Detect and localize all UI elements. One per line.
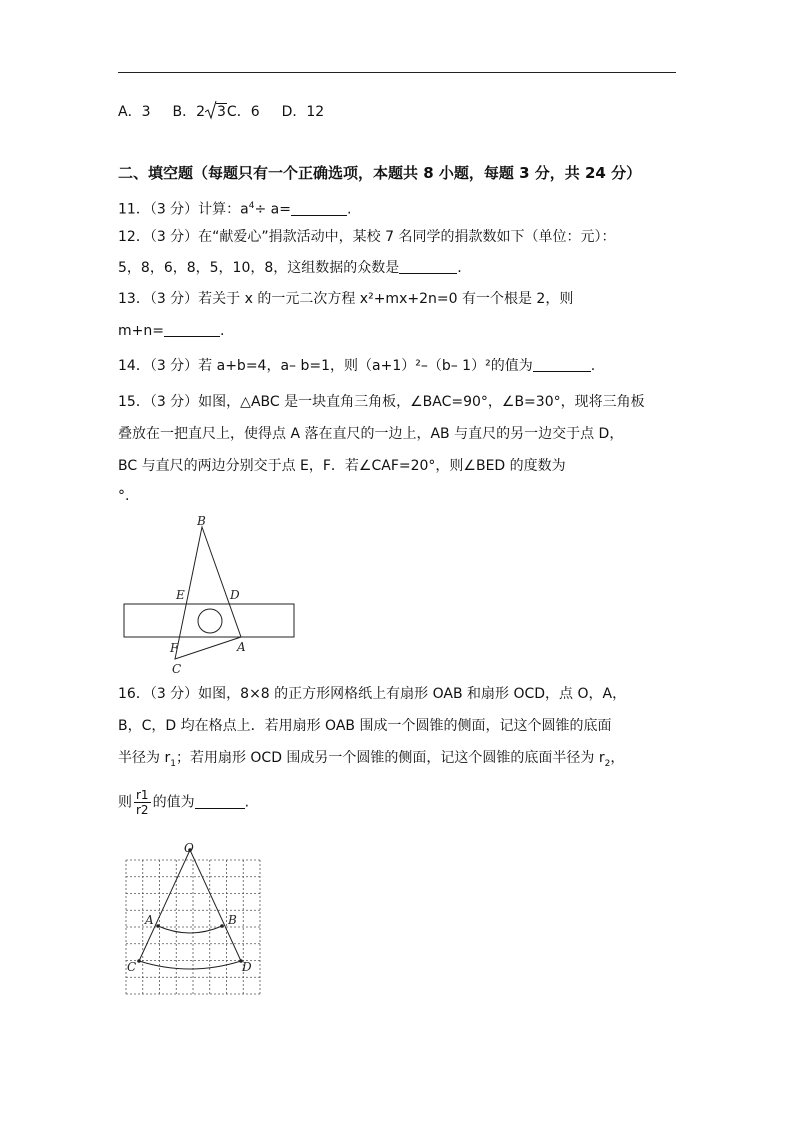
label-a: A (237, 640, 246, 654)
label-c: C (127, 960, 137, 974)
header-rule (118, 72, 676, 73)
figure-triangle-ruler (118, 510, 318, 680)
label-b: B (197, 514, 206, 528)
ruler-hole (198, 609, 222, 633)
question-12-line1: 12．（3 分）在“献爱心”捐款活动中，某校 7 名同学的捐款数如下（单位：元）： (118, 229, 616, 245)
q16-end: . (244, 794, 250, 811)
q16-line3-end: ， (610, 750, 625, 766)
q16-line3-mid: ；若用扇形 OCD 围成另一个圆锥的侧面，记这个圆锥的底面半径为 r (175, 750, 605, 766)
question-16-line4 (118, 788, 249, 817)
point-b (220, 924, 224, 928)
q14-end: . (590, 358, 596, 374)
q12-end: . (457, 260, 462, 276)
sqrt-symbol (205, 102, 227, 122)
point-a (156, 924, 160, 928)
label-o: O (184, 841, 194, 855)
question-13-line2 (118, 321, 224, 341)
option-b-radicand: 3 (217, 104, 226, 120)
q14-answer-blank[interactable] (533, 357, 591, 372)
label-a: A (145, 913, 154, 927)
question-15-line3: BC 与直尺的两边分别交于点 E，F．若∠CAF=20°，则∠BED 的度数为 (118, 458, 566, 474)
q16-line4-post: 的值为 (152, 794, 195, 811)
fraction-r1-r2 (134, 788, 151, 817)
fraction-denominator: r2 (136, 803, 149, 817)
label-c: C (172, 662, 182, 676)
q16-line4-pre: 则 (118, 794, 132, 811)
section-title: 二、填空题（每题只有一个正确选项，本题共 8 小题，每题 3 分，共 24 分） (118, 164, 642, 182)
sector-outer (139, 850, 241, 969)
q16-sub1: 1 (170, 758, 176, 769)
q11-end: . (347, 201, 352, 218)
question-13-line1: 13．（3 分）若关于 x 的一元二次方程 x²+mx+2n=0 有一个根是 2，则 (118, 291, 574, 307)
question-12-line2 (118, 258, 462, 278)
label-f: F (170, 641, 179, 655)
question-16-line3 (118, 748, 624, 774)
figure-sector-grid (118, 840, 268, 1000)
q12-answer-blank[interactable] (399, 259, 457, 274)
option-b-prefix: B．2 (172, 104, 205, 120)
question-11 (118, 196, 351, 220)
question-14 (118, 356, 595, 376)
option-d: D．12 (281, 104, 325, 120)
point-c (137, 959, 141, 963)
dotted-grid (126, 860, 260, 994)
q11-pre: 11．（3 分）计算：a (118, 201, 249, 218)
question-16-line1: 16．（3 分）如图，8×8 的正方形网格纸上有扇形 OAB 和扇形 OCD，点 O，A， (118, 686, 627, 702)
question-15-line4: °. (118, 488, 130, 504)
option-a: A．3 (118, 104, 151, 120)
question-15-line2: 叠放在一把直尺上，使得点 A 落在直尺的一边上，AB 与直尺的另一边交于点 D， (118, 426, 624, 442)
label-d: D (242, 960, 252, 974)
fraction-numerator: r1 (136, 788, 149, 802)
q13-line2-text: m+n= (118, 323, 164, 339)
q16-sub2: 2 (604, 758, 611, 769)
q14-text: 14．（3 分）若 a+b=4，a– b=1，则（a+1）²–（b– 1）²的值为 (118, 358, 533, 374)
label-d: D (230, 588, 240, 602)
q11-post: ÷ a= (254, 201, 291, 218)
q10-options (118, 102, 324, 122)
question-16-line2: B，C，D 均在格点上．若用扇形 OAB 围成一个圆锥的侧面，记这个圆锥的底面 (118, 718, 612, 734)
q13-end: . (219, 323, 225, 339)
q16-line3-pre: 半径为 r (118, 750, 171, 766)
q11-exponent: 4 (248, 201, 255, 211)
label-b: B (228, 913, 237, 927)
label-e: E (176, 588, 185, 602)
q13-answer-blank[interactable] (164, 322, 220, 337)
radius-oc (139, 850, 190, 961)
q11-answer-blank[interactable] (291, 201, 347, 216)
grid-points (137, 848, 243, 963)
q16-answer-blank[interactable] (195, 794, 245, 809)
arc-cd (139, 961, 241, 969)
option-c: C．6 (226, 104, 260, 120)
question-15-line1: 15．（3 分）如图，△ABC 是一块直角三角板，∠BAC=90°，∠B=30°，现将三角板 (118, 394, 645, 410)
radius-od (190, 850, 241, 961)
q12-line2-text: 5，8，6，8，5，10，8，这组数据的众数是 (118, 260, 400, 276)
